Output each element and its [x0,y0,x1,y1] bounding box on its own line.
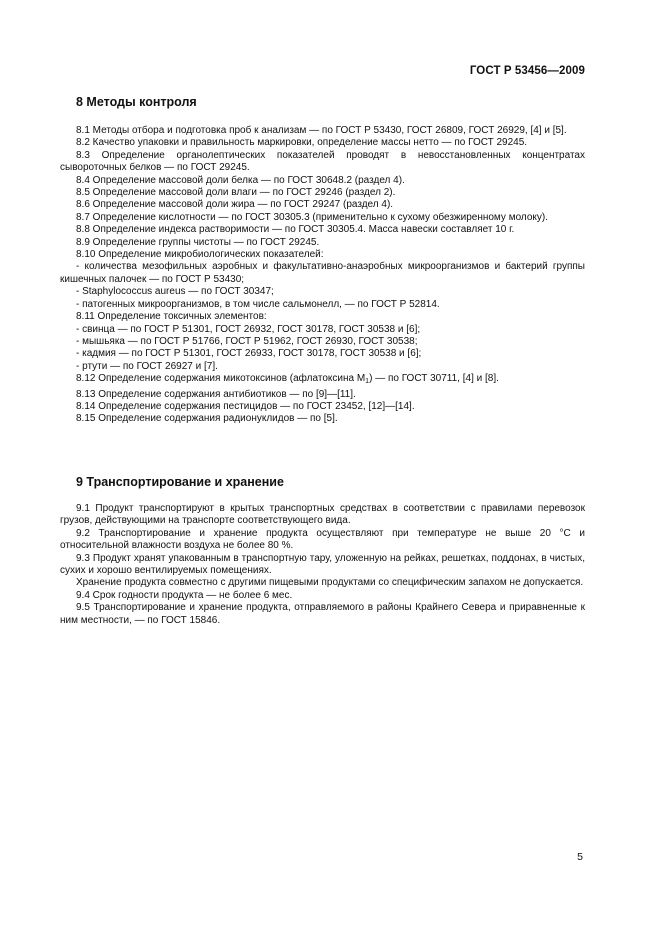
paragraph-9-3-continued: Хранение продукта совместно с другими пищевыми продуктами со специфическим запахом не допускается. [76,577,584,589]
section-8-title: 8 Методы контроля [76,95,197,109]
paragraph-8-12-text: 8.12 Определение содержания микотоксинов (афлатоксина M [76,373,366,385]
paragraph-9-1: 9.1 Продукт транспортируют в крытых транспортных средствах в соответствии с правилами перевозок грузов, действующими на транспорте соответствующего вида. [60,503,585,527]
paragraph-8-4: 8.4 Определение массовой доли белка — по ГОСТ 30648.2 (раздел 4). [76,174,405,186]
paragraph-9-4: 9.4 Срок годности продукта — не более 6 мес. [76,589,293,601]
list-item: - свинца — по ГОСТ Р 51301, ГОСТ 26932, ГОСТ 30178, ГОСТ 30538 и [6]; [76,323,421,335]
paragraph-8-8: 8.8 Определение индекса растворимости — по ГОСТ 30305.4. Масса навески составляет 10 г. [76,224,515,236]
section-8-body [60,125,585,426]
paragraph-8-14: 8.14 Определение содержания пестицидов — по ГОСТ 23452, [12]—[14]. [76,400,415,412]
paragraph-9-3: 9.3 Продукт хранят упакованным в транспортную тару, уложенную на рейках, решетках, поддонах, в чистых, сухих и хорошо вентилируемых помещениях. [60,552,585,577]
list-item: - Staphylococcus aureus — по ГОСТ 30347; [76,286,274,298]
paragraph-9-2: 9.2 Транспортирование и хранение продукта осуществляют при температуре не выше 20 °С и относительной влажности воздуха не более 80 %. [60,527,585,552]
document-code-header: ГОСТ Р 53456—2009 [469,65,585,77]
section-9-title: 9 Транспортирование и хранение [76,475,284,489]
paragraph-8-12 [60,373,585,388]
paragraph-8-2: 8.2 Качество упаковки и правильность маркировки, определение массы нетто — по ГОСТ 29245. [76,137,528,149]
paragraph-8-11: 8.11 Определение токсичных элементов: [76,311,267,323]
paragraph-8-1: 8.1 Методы отбора и подготовка проб к анализам — по ГОСТ Р 53430, ГОСТ 26809, ГОСТ 26929, [4] и [5]. [76,125,567,136]
paragraph-8-12-tail: ) — по ГОСТ 30711, [4] и [8]. [369,373,499,385]
paragraph-8-3: 8.3 Определение органолептических показателей проводят в невосстановленных концентратах сывороточных белков — по ГОСТ 29245. [60,149,585,174]
paragraph-8-6: 8.6 Определение массовой доли жира — по ГОСТ 29247 (раздел 4). [76,199,394,211]
section-9-body [60,503,585,627]
paragraph-8-7: 8.7 Определение кислотности — по ГОСТ 30305.3 (применительно к сухому обезжиренному молоку). [76,211,549,223]
paragraph-8-13: 8.13 Определение содержания антибиотиков — по [9]—[11]. [76,388,356,400]
paragraph-8-9: 8.9 Определение группы чистоты — по ГОСТ 29245. [76,236,320,248]
list-item: - ртути — по ГОСТ 26927 и [7]. [76,360,218,372]
list-item: - мышьяка — по ГОСТ Р 51766, ГОСТ Р 51962, ГОСТ 26930, ГОСТ 30538; [76,335,418,347]
paragraph-8-15: 8.15 Определение содержания радионуклидов — по [5]. [76,413,338,425]
list-item: - патогенных микроорганизмов, в том числе сальмонелл, — по ГОСТ Р 52814. [76,298,440,310]
page-number: 5 [577,851,583,863]
list-item: - количества мезофильных аэробных и факультативно-анаэробных микроорганизмов и бактерий группы кишечных палочек — по ГОСТ Р 53430; [60,261,585,285]
subscript-index: 1 [365,378,370,386]
list-item: - кадмия — по ГОСТ Р 51301, ГОСТ 26933, ГОСТ 30178, ГОСТ 30538 и [6]; [76,348,422,360]
paragraph-9-5: 9.5 Транспортирование и хранение продукта, отправляемого в районы Крайнего Севера и приравненные к ним местности, — по ГОСТ 15846. [60,602,585,626]
paragraph-8-5: 8.5 Определение массовой доли влаги — по ГОСТ 29246 (раздел 2). [76,187,396,199]
paragraph-8-10: 8.10 Определение микробиологических показателей: [76,249,324,261]
